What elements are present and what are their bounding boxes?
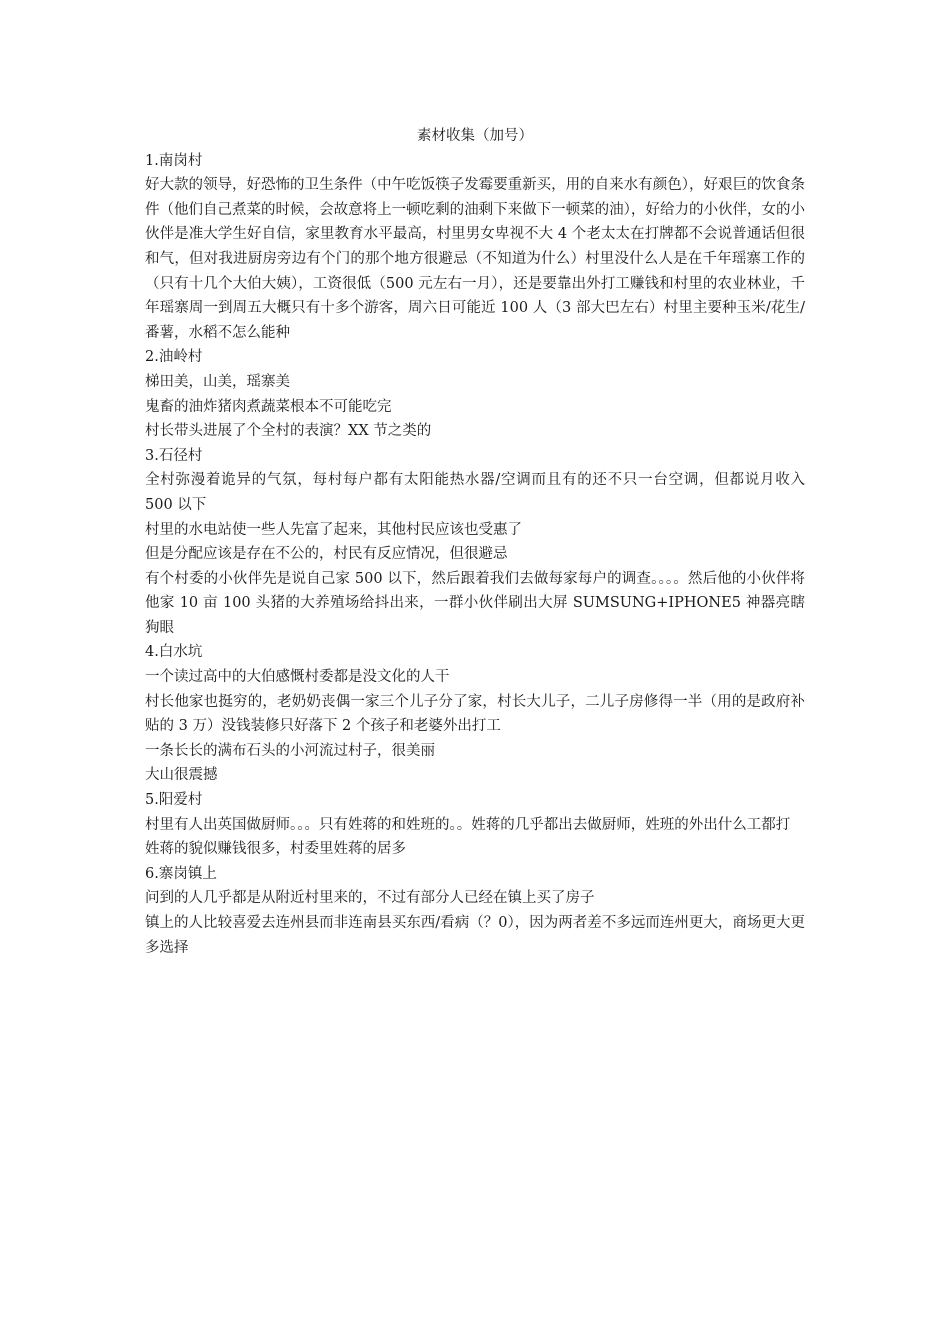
paragraph: 全村弥漫着诡异的气氛，每村每户都有太阳能热水器/空调而且有的还不只一台空调，但都说月收入 500 以下 <box>145 472 805 513</box>
paragraph: 村长带头进展了个全村的表演？XX 节之类的 <box>145 423 432 440</box>
section-zhaigang-town <box>145 862 805 960</box>
section-heading: 5.阳爱村 <box>145 792 203 809</box>
section-heading: 2.油岭村 <box>145 349 203 366</box>
paragraph: 问到的人几乎都是从附近村里来的，不过有部分人已经在镇上买了房子 <box>145 890 595 907</box>
paragraph: 一条长长的满布石头的小河流过村子，很美丽 <box>145 742 435 759</box>
document-title: 素材收集（加号） <box>417 128 533 144</box>
paragraph: 村里的水电站使一些人先富了起来，其他村民应该也受惠了 <box>145 521 522 538</box>
paragraph: 但是分配应该是存在不公的，村民有反应情况，但很避忌 <box>145 546 508 563</box>
paragraph: 一个读过高中的大伯感慨村委都是没文化的人干 <box>145 669 450 686</box>
section-shijing <box>145 444 805 641</box>
paragraph: 大山很震撼 <box>145 767 218 784</box>
paragraph: 鬼畜的油炸猪肉煮蔬菜根本不可能吃完 <box>145 398 392 415</box>
section-heading: 1.南岗村 <box>145 152 203 169</box>
paragraph: 姓蒋的貌似赚钱很多，村委里姓蒋的居多 <box>145 841 406 858</box>
paragraph: 镇上的人比较喜爱去连州县而非连南县买东西/看病（？0），因为两者差不多远而连州更大，商场更大更多选择 <box>145 915 805 956</box>
section-heading: 4.白水坑 <box>145 644 203 661</box>
section-heading: 3.石径村 <box>145 447 203 464</box>
document-body <box>145 124 805 960</box>
section-yangai <box>145 788 805 862</box>
section-nangang <box>145 149 805 346</box>
section-heading: 6.寨岗镇上 <box>145 865 217 882</box>
section-youling <box>145 345 805 443</box>
paragraph: 村长他家也挺穷的，老奶奶丧偶一家三个儿子分了家，村长大儿子，二儿子房修得一半（用的是政府补贴的 3 万）没钱装修只好落下 2 个孩子和老婆外出打工 <box>145 693 805 735</box>
paragraph: 有个村委的小伙伴先是说自己家 500 以下，然后跟着我们去做每家每户的调查。。。。然后他的小伙伴将他家 10 亩 100 头猪的大养殖场给抖出来，一群小伙伴刷出大屏 SUMSUNG+IPHONE5 神器亮瞎狗眼 <box>145 570 805 636</box>
paragraph: 梯田美，山美，瑶寨美 <box>145 373 290 390</box>
paragraph: 村里有人出英国做厨师。。。只有姓蒋的和姓班的。。姓蒋的几乎都出去做厨师，姓班的外出什么工都打 <box>145 816 791 833</box>
section-baishuikeng <box>145 640 805 788</box>
paragraph: 好大款的领导，好恐怖的卫生条件（中午吃饭筷子发霉要重新买，用的自来水有颜色），好艰巨的饮食条件（他们自己煮菜的时候，会故意将上一顿吃剩的油剩下来做下一顿菜的油），好给力的小伙伴，女的小伙伴是准大学生好自信，家里教育水平最高，村里男女卑视不大 4 个老太太在打牌都不会说普通话但很和气，但对我进厨房旁边有个门的那个地方很避忌（不知道为什么）村里没什么人是在千年瑶寨工作的（只有十几个大伯大姨），工资很低（500 元左右一月），还是要靠出外打工赚钱和村里的农业林业，千年瑶寨周一到周五大概只有十多个游客，周六日可能近 100 人（3 部大巴左右）村里主要种玉米/花生/番薯，水稻不怎么能种 <box>145 177 805 341</box>
